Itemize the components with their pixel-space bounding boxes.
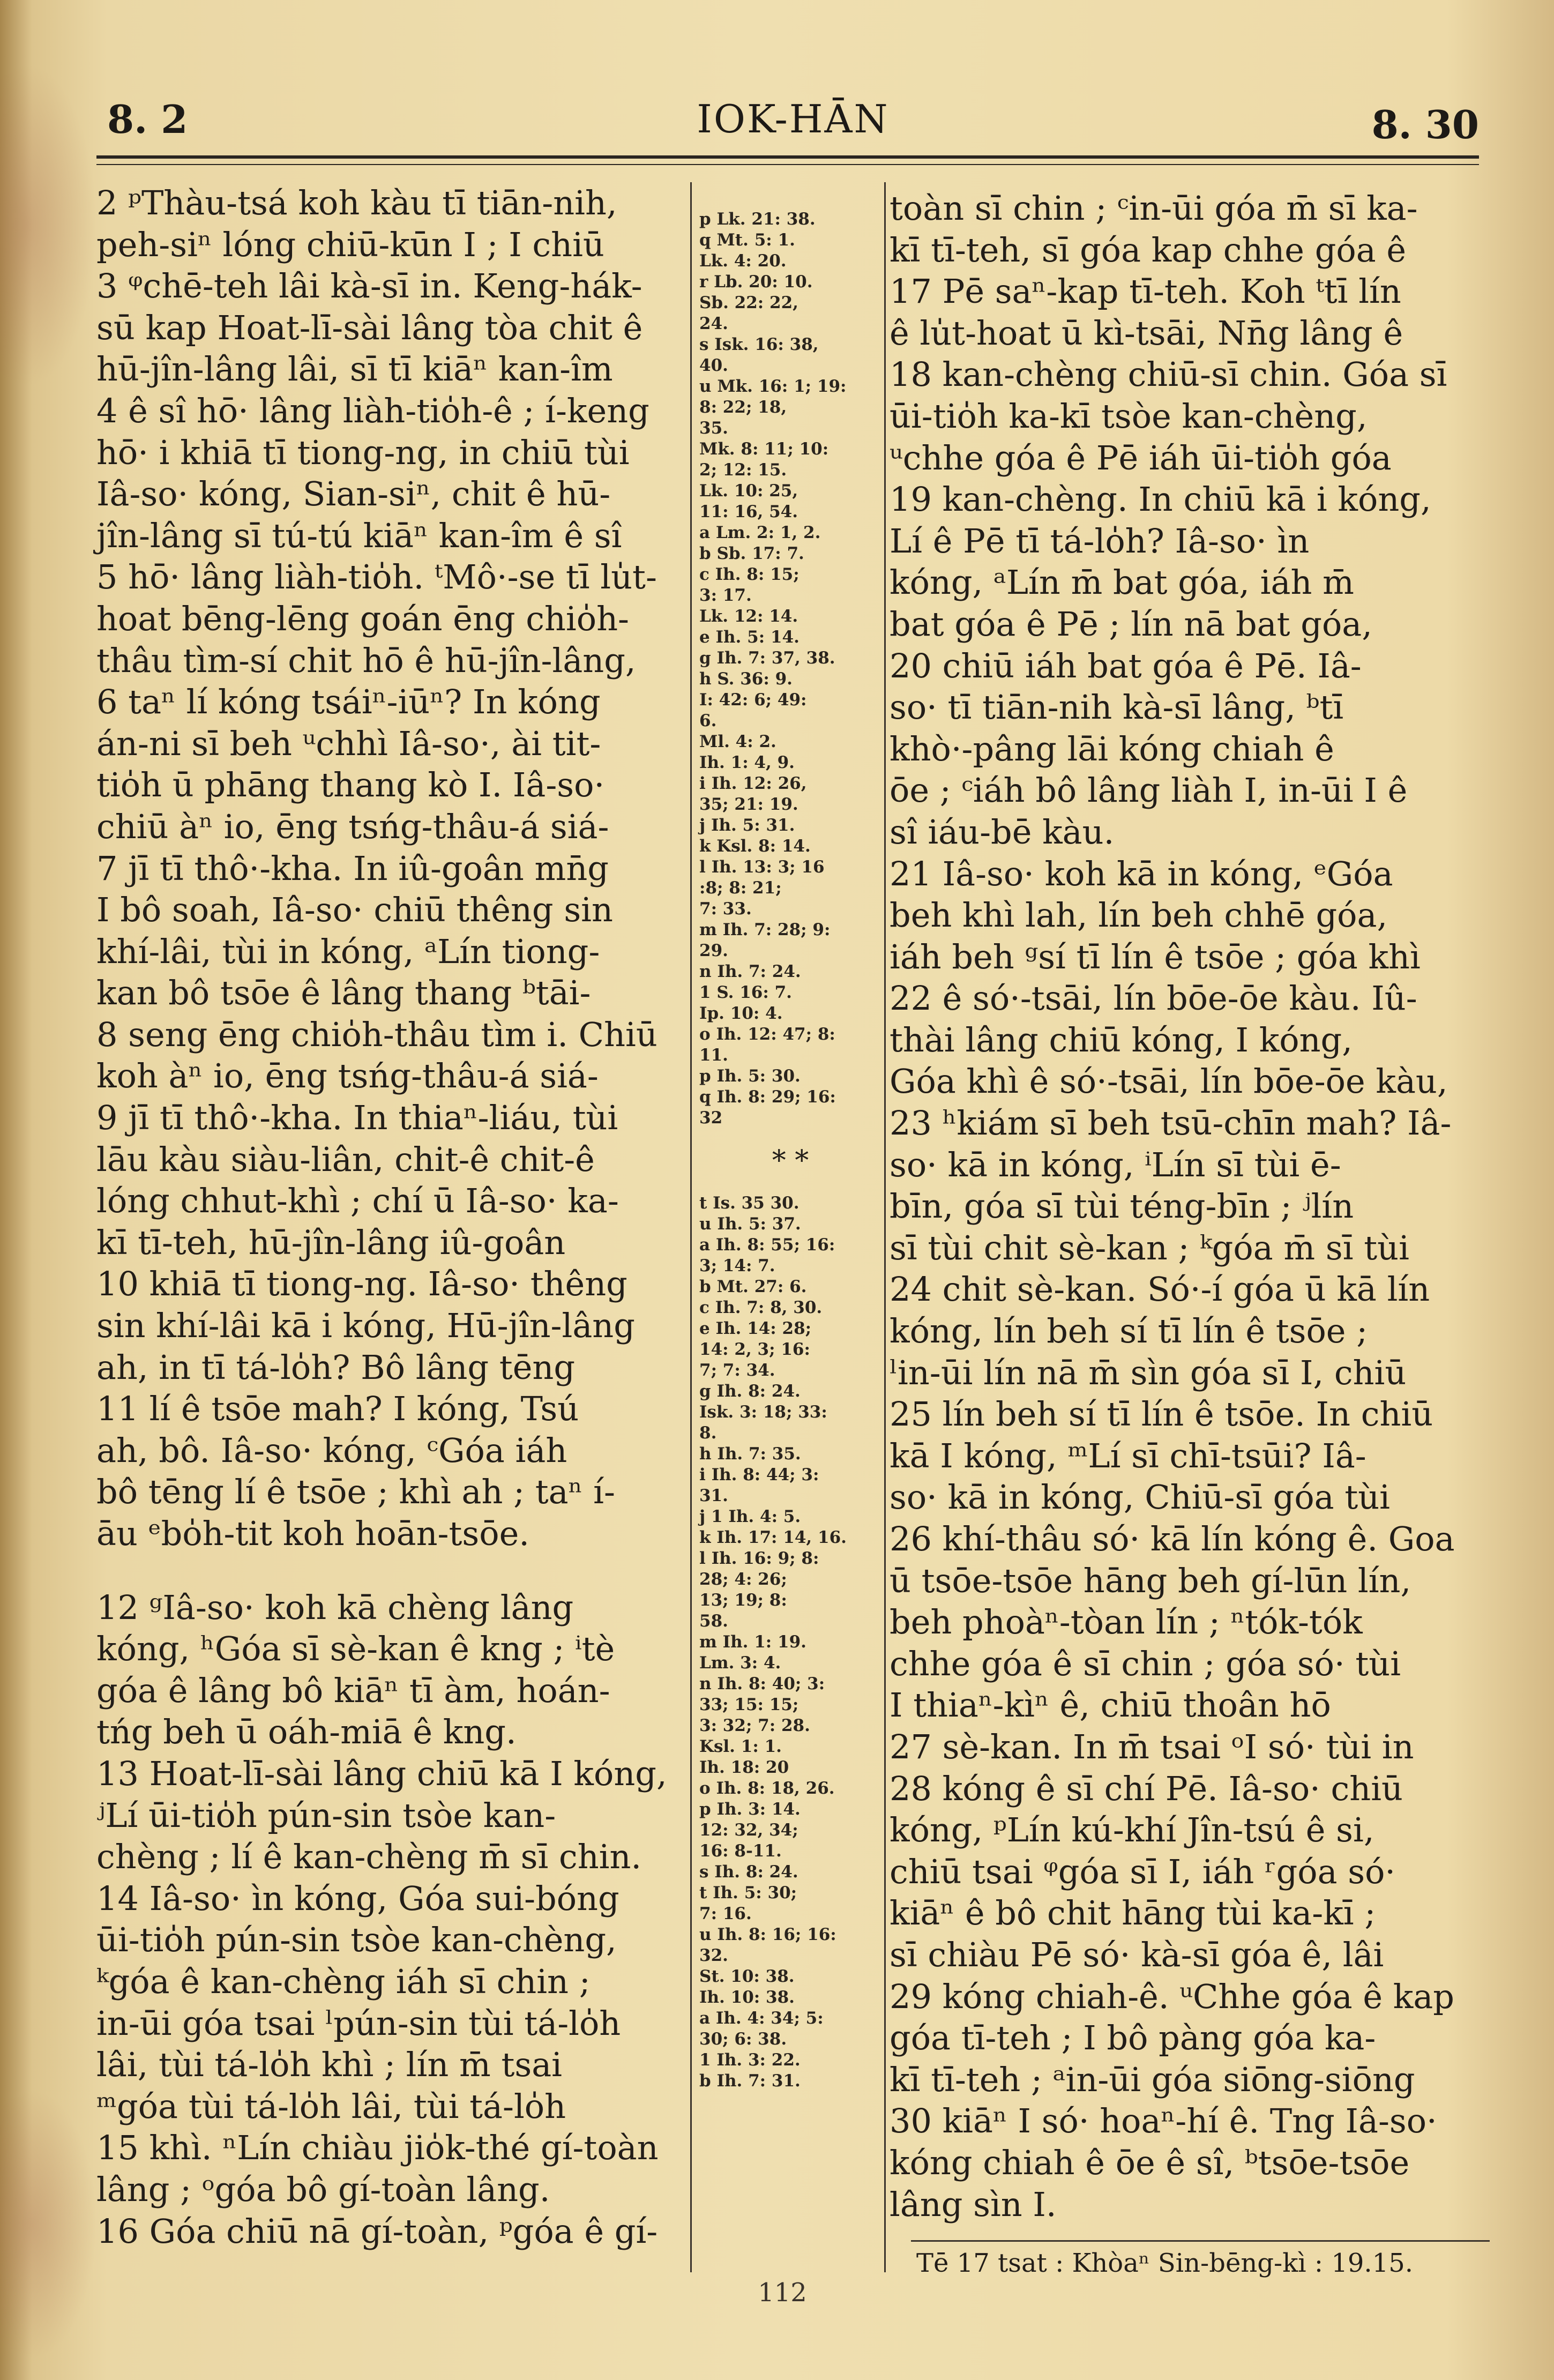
cross-reference: p Ih. 3: 14. bbox=[699, 1800, 801, 1819]
cross-reference: q Mt. 5: 1. bbox=[699, 230, 795, 250]
cross-reference: 8. bbox=[699, 1423, 717, 1443]
cross-reference: 24. bbox=[699, 314, 728, 333]
cross-reference: i Ih. 8: 44; 3: bbox=[699, 1465, 819, 1484]
cross-reference: I: 42: 6; 49: bbox=[699, 690, 807, 710]
verse-line: 13 Hoat-lī-sài lâng chiū kā I kóng, bbox=[96, 1754, 667, 1793]
cross-reference: Ip. 10: 4. bbox=[699, 1004, 783, 1023]
verse-line: bô tēng lí ê tsōe ; khì ah ; taⁿ í- bbox=[96, 1472, 615, 1512]
cross-reference: Ih. 1: 4, 9. bbox=[699, 753, 795, 772]
page-number: 112 bbox=[758, 2278, 807, 2308]
cross-reference: p Ih. 5: 30. bbox=[699, 1066, 801, 1086]
verse-line: ah, in tī tá-lo̍h? Bô lâng tēng bbox=[96, 1347, 576, 1387]
cross-reference: St. 10: 38. bbox=[699, 1967, 795, 1986]
header-left-reference: 8. 2 bbox=[107, 96, 188, 142]
verse-line: kan bô tsōe ê lâng thang ᵇtāi- bbox=[96, 973, 591, 1013]
verse-line: 19 kan-chèng. In chiū kā i kóng, bbox=[890, 480, 1431, 519]
cross-reference: 11. bbox=[699, 1046, 728, 1065]
page-header bbox=[96, 80, 1490, 166]
verse-line: 26 khí-thâu só· kā lín kóng ê. Goa bbox=[890, 1519, 1455, 1558]
cross-reference: 29. bbox=[699, 941, 728, 960]
verse-line: 16 Góa chiū nā gí-toàn, ᵖgóa ê gí- bbox=[96, 2211, 658, 2251]
verse-line: khí-lâi, tùi in kóng, ᵃLín tiong- bbox=[96, 931, 600, 971]
cross-reference: :8; 8: 21; bbox=[699, 878, 782, 898]
verse-line: āu ᵉbo̍h-tit koh hoān-tsōe. bbox=[96, 1514, 529, 1553]
verse-line: khò·-pâng lāi kóng chiah ê bbox=[890, 729, 1334, 769]
verse-line: 29 kóng chiah-ê. ᵘChhe góa ê kap bbox=[890, 1976, 1454, 2016]
verse-line: so· tī tiān-nih kà-sī lâng, ᵇtī bbox=[890, 688, 1344, 727]
verse-line: 5 hō· lâng liàh-tio̍h. ᵗMô·-se tī lu̍t- bbox=[96, 557, 657, 597]
cross-reference: m Ih. 1: 19. bbox=[699, 1632, 806, 1652]
cross-reference: b Mt. 27: 6. bbox=[699, 1277, 807, 1296]
header-right-reference: 8. 30 bbox=[1371, 102, 1479, 147]
right-text-column bbox=[890, 188, 1500, 2278]
verse-line: hū-jîn-lâng lâi, sī tī kiāⁿ kan-îm bbox=[96, 349, 613, 389]
verse-line: so· kā in kóng, Chiū-sī góa tùi bbox=[890, 1478, 1390, 1517]
cross-reference: 13; 19; 8: bbox=[699, 1591, 787, 1610]
cross-reference: 33; 15: 15; bbox=[699, 1695, 799, 1714]
verse-line: Góa khì ê só·-tsāi, lín bōe-ōe kàu, bbox=[890, 1062, 1448, 1101]
cross-reference: 7; 7: 34. bbox=[699, 1361, 775, 1380]
footnote: Tē 17 tsat : Khòaⁿ Sin-bēng-kì : 19.15. bbox=[916, 2248, 1413, 2278]
verse-line: 30 kiāⁿ I só· hoaⁿ-hí ê. Tng Iâ-so· bbox=[890, 2101, 1437, 2141]
verse-line: án-ni sī beh ᵘchhì Iâ-so·, ài tit- bbox=[96, 723, 601, 763]
verse-line: hoat bēng-lēng goán ēng chio̍h- bbox=[96, 599, 629, 638]
cross-reference: 1 S. 16: 7. bbox=[699, 983, 792, 1002]
cross-reference: 35. bbox=[699, 419, 728, 438]
verse-line: in-ūi góa tsai ˡpún-sin tùi tá-lo̍h bbox=[96, 2003, 621, 2043]
verse-line: 22 ê só·-tsāi, lín bōe-ōe kàu. Iû- bbox=[890, 979, 1417, 1018]
cross-reference: 11: 16, 54. bbox=[699, 502, 798, 521]
cross-reference: a Lm. 2: 1, 2. bbox=[699, 523, 821, 542]
verse-line: lâng sìn I. bbox=[890, 2184, 1057, 2224]
verse-line: ˡin-ūi lín nā m̄ sìn góa sī I, chiū bbox=[890, 1353, 1407, 1392]
cross-reference: 32 bbox=[699, 1108, 723, 1128]
header-rule-thin bbox=[96, 164, 1479, 165]
verse-line: thâu tìm-sí chit hō ê hū-jîn-lâng, bbox=[96, 640, 636, 680]
verse-line: lâi, tùi tá-lo̍h khì ; lín m̄ tsai bbox=[96, 2045, 562, 2085]
verse-line: peh-siⁿ lóng chiū-kūn I ; I chiū bbox=[96, 225, 604, 264]
cross-reference: 12: 32, 34; bbox=[699, 1821, 798, 1840]
cross-reference: 2; 12: 15. bbox=[699, 460, 787, 480]
verse-line: so· kā in kóng, ⁱLín sī tùi ē- bbox=[890, 1145, 1341, 1184]
verse-line: 7 jī tī thô·-kha. In iû-goân mn̄g bbox=[96, 848, 609, 888]
cross-reference: o Ih. 8: 18, 26. bbox=[699, 1779, 835, 1798]
verse-line: chiū tsai ᵠgóa sī I, iáh ʳgóa só· bbox=[890, 1852, 1396, 1891]
verse-line: Lí ê Pē tī tá-lo̍h? Iâ-so· ìn bbox=[890, 521, 1310, 561]
cross-reference: 32. bbox=[699, 1946, 728, 1965]
header-rule bbox=[96, 155, 1479, 159]
cross-reference: n Ih. 8: 40; 3: bbox=[699, 1674, 825, 1693]
verse-line: 25 lín beh sí tī lín ê tsōe. In chiū bbox=[890, 1394, 1433, 1434]
cross-reference: b Sb. 17: 7. bbox=[699, 544, 804, 563]
verse-line: 21 Iâ-so· koh kā in kóng, ᵉGóa bbox=[890, 854, 1393, 893]
verse-line: kóng chiah ê ōe ê sî, ᵇtsōe-tsōe bbox=[890, 2143, 1410, 2182]
header-book-title: IOK-HĀN bbox=[697, 96, 890, 141]
verse-line: 12 ᵍIâ-so· koh kā chèng lâng bbox=[96, 1587, 574, 1627]
cross-reference: 28; 4: 26; bbox=[699, 1570, 787, 1589]
verse-line: 14 Iâ-so· ìn kóng, Góa sui-bóng bbox=[96, 1878, 619, 1918]
cross-reference: k Ksl. 8: 14. bbox=[699, 837, 811, 856]
verse-line: góa tī-teh ; I bô pàng góa ka- bbox=[890, 2018, 1376, 2058]
verse-line: chiū àⁿ io, ēng tsńg-thâu-á siá- bbox=[96, 807, 609, 846]
cross-reference: i Ih. 12: 26, bbox=[699, 774, 807, 793]
verse-line: 24 chit sè-kan. Só·-í góa ū kā lín bbox=[890, 1270, 1430, 1309]
verse-line: 17 Pē saⁿ-kap tī-teh. Koh ᵗtī lín bbox=[890, 272, 1401, 311]
column-divider-left bbox=[690, 182, 692, 2272]
verse-line: 27 sè-kan. In m̄ tsai ᵒI só· tùi in bbox=[890, 1727, 1414, 1766]
cross-reference: c Ih. 8: 15; bbox=[699, 565, 800, 584]
cross-reference: Lk. 12: 14. bbox=[699, 607, 798, 626]
verse-line: chhe góa ê sī chin ; góa só· tùi bbox=[890, 1644, 1401, 1683]
paragraph-gap bbox=[96, 1555, 686, 1587]
verse-line: jîn-lâng sī tú-tú kiāⁿ kan-îm ê sî bbox=[96, 516, 622, 555]
cross-reference: g Ih. 7: 37, 38. bbox=[699, 648, 835, 668]
cross-reference: Ksl. 1: 1. bbox=[699, 1737, 782, 1756]
cross-reference: t Ih. 5: 30; bbox=[699, 1883, 797, 1902]
cross-reference: h S. 36: 9. bbox=[699, 669, 793, 689]
verse-line: bīn, góa sī tùi téng-bīn ; ʲlín bbox=[890, 1187, 1354, 1226]
verse-line: 8 seng ēng chio̍h-thâu tìm i. Chiū bbox=[96, 1014, 658, 1054]
cross-reference: k Ih. 17: 14, 16. bbox=[699, 1528, 847, 1547]
verse-line: kóng, lín beh sí tī lín ê tsōe ; bbox=[890, 1311, 1368, 1351]
verse-line: sî iáu-bē kàu. bbox=[890, 812, 1115, 852]
verse-line: 6 taⁿ lí kóng tsáiⁿ-iūⁿ? In kóng bbox=[96, 682, 601, 722]
cross-reference: 7: 33. bbox=[699, 899, 752, 919]
column-divider-right bbox=[884, 182, 886, 2272]
verse-line: ê lu̍t-hoat ū kì-tsāi, Nn̄g lâng ê bbox=[890, 313, 1403, 353]
verse-line: kā I kóng, ᵐLí sī chī-tsūi? Iâ- bbox=[890, 1436, 1366, 1475]
verse-line: ah, bô. Iâ-so· kóng, ᶜGóa iáh bbox=[96, 1430, 567, 1470]
verse-line: I thiaⁿ-kìⁿ ê, chiū thoân hō bbox=[890, 1685, 1331, 1725]
verse-line: kiāⁿ ê bô chit hāng tùi ka-kī ; bbox=[890, 1893, 1376, 1933]
verse-line: beh phoàⁿ-tòan lín ; ⁿtók-tók bbox=[890, 1602, 1363, 1642]
cross-reference: 30; 6: 38. bbox=[699, 2030, 787, 2049]
cross-reference: p Lk. 21: 38. bbox=[699, 210, 816, 229]
cross-reference: o Ih. 12: 47; 8: bbox=[699, 1025, 835, 1044]
verse-line: ᵐgóa tùi tá-lo̍h lâi, tùi tá-lo̍h bbox=[96, 2086, 566, 2126]
page-stain bbox=[0, 2090, 96, 2358]
verse-line: ū tsōe-tsōe hāng beh gí-lūn lín, bbox=[890, 1561, 1411, 1600]
cross-reference: 3; 14: 7. bbox=[699, 1256, 775, 1275]
cross-reference: s Ih. 8: 24. bbox=[699, 1862, 798, 1882]
cross-reference: 6. bbox=[699, 711, 717, 730]
verse-line: tńg beh ū oáh-miā ê kng. bbox=[96, 1712, 517, 1752]
cross-reference: a Ih. 8: 55; 16: bbox=[699, 1235, 835, 1255]
verse-line: sin khí-lâi kā i kóng, Hū-jîn-lâng bbox=[96, 1306, 635, 1346]
cross-reference: 8: 22; 18, bbox=[699, 398, 787, 417]
verse-line: lóng chhut-khì ; chí ū Iâ-so· ka- bbox=[96, 1181, 619, 1221]
cross-reference: 1 Ih. 3: 22. bbox=[699, 2050, 801, 2070]
cross-reference: c Ih. 7: 8, 30. bbox=[699, 1298, 823, 1317]
cross-reference: Isk. 3: 18; 33: bbox=[699, 1402, 827, 1422]
verse-line: I bô soah, Iâ-so· chiū thêng sin bbox=[96, 890, 613, 930]
verse-line: kóng, ʰGóa sī sè-kan ê kng ; ⁱtè bbox=[96, 1629, 615, 1669]
cross-reference: 58. bbox=[699, 1611, 728, 1631]
cross-reference: Mk. 8: 11; 10: bbox=[699, 439, 829, 459]
verse-line: ōe ; ᶜiáh bô lâng liàh I, in-ūi I ê bbox=[890, 771, 1408, 810]
left-text-column bbox=[96, 182, 686, 2272]
cross-reference: Ih. 18: 20 bbox=[699, 1758, 789, 1777]
verse-line: sī chiàu Pē só· kà-sī góa ê, lâi bbox=[890, 1935, 1384, 1974]
verse-line: 20 chiū iáh bat góa ê Pē. Iâ- bbox=[890, 646, 1362, 685]
cross-reference: 3: 17. bbox=[699, 586, 752, 605]
verse-line: 10 khiā tī tiong-ng. Iâ-so· thêng bbox=[96, 1264, 627, 1304]
page-stain bbox=[0, 64, 96, 386]
verse-line: kī tī-teh, hū-jîn-lâng iû-goân bbox=[96, 1222, 566, 1262]
cross-reference: j Ih. 5: 31. bbox=[699, 816, 795, 835]
footnote-rule bbox=[911, 2240, 1490, 2242]
verse-line: 4 ê sî hō· lâng liàh-tio̍h-ê ; í-keng bbox=[96, 391, 649, 430]
cross-reference: l Ih. 13: 3; 16 bbox=[699, 857, 825, 877]
verse-line: Iâ-so· kóng, Sian-siⁿ, chit ê hū- bbox=[96, 474, 611, 514]
cross-reference: Lk. 10: 25, bbox=[699, 481, 798, 501]
cross-reference: 40. bbox=[699, 356, 728, 375]
verse-line: 2 ᵖThàu-tsá koh kàu tī tiān-nih, bbox=[96, 183, 617, 222]
verse-line: góa ê lâng bô kiāⁿ tī àm, hoán- bbox=[96, 1670, 610, 1710]
verse-line: kī tī-teh ; ᵃin-ūi góa siōng-siōng bbox=[890, 2060, 1415, 2099]
cross-reference-column bbox=[699, 209, 881, 2272]
verse-line: lāu kàu siàu-liân, chit-ê chit-ê bbox=[96, 1139, 595, 1179]
verse-line: 28 kóng ê sī chí Pē. Iâ-so· chiū bbox=[890, 1769, 1403, 1808]
cross-reference: n Ih. 7: 24. bbox=[699, 962, 801, 981]
section-separator: * * bbox=[772, 1145, 809, 1177]
verse-line: thài lâng chiū kóng, I kóng, bbox=[890, 1020, 1353, 1060]
cross-reference: r Lb. 20: 10. bbox=[699, 272, 813, 292]
cross-reference: 7: 16. bbox=[699, 1904, 752, 1923]
verse-line: 9 jī tī thô·-kha. In thiaⁿ-liáu, tùi bbox=[96, 1098, 618, 1138]
cross-reference: 3: 32; 7: 28. bbox=[699, 1716, 810, 1735]
verse-line: hō· i khiā tī tiong-ng, in chiū tùi bbox=[96, 432, 630, 472]
cross-reference: e Ih. 14: 28; bbox=[699, 1319, 812, 1338]
cross-reference: 14: 2, 3; 16: bbox=[699, 1340, 810, 1359]
verse-line: ʲLí ūi-tio̍h pún-sin tsòe kan- bbox=[96, 1795, 556, 1835]
cross-reference: s Isk. 16: 38, bbox=[699, 335, 819, 354]
verse-line: 11 lí ê tsōe mah? I kóng, Tsú bbox=[96, 1389, 579, 1429]
cross-reference: b Ih. 7: 31. bbox=[699, 2071, 801, 2091]
verse-line: ᵏgóa ê kan-chèng iáh sī chin ; bbox=[96, 1961, 591, 2001]
cross-reference: u Ih. 8: 16; 16: bbox=[699, 1925, 836, 1944]
cross-reference: Lk. 4: 20. bbox=[699, 251, 787, 271]
cross-reference: Sb. 22: 22, bbox=[699, 293, 798, 312]
cross-reference: Ih. 10: 38. bbox=[699, 1988, 795, 2007]
verse-line: kóng, ᵖLín kú-khí Jîn-tsú ê si, bbox=[890, 1810, 1374, 1850]
verse-line: 3 ᵠchē-teh lâi kà-sī in. Keng-hák- bbox=[96, 266, 642, 306]
cross-reference: 16: 8-11. bbox=[699, 1841, 782, 1861]
cross-reference: e Ih. 5: 14. bbox=[699, 628, 800, 647]
cross-reference: Ml. 4: 2. bbox=[699, 732, 776, 751]
cross-reference: q Ih. 8: 29; 16: bbox=[699, 1087, 836, 1107]
verse-line: kóng, ᵃLín m̄ bat góa, iáh m̄ bbox=[890, 563, 1354, 602]
cross-reference: j 1 Ih. 4: 5. bbox=[699, 1507, 801, 1526]
verse-line: toàn sī chin ; ᶜin-ūi góa m̄ sī ka- bbox=[890, 189, 1418, 228]
verse-line: iáh beh ᵍsí tī lín ê tsōe ; góa khì bbox=[890, 937, 1421, 976]
cross-reference: g Ih. 8: 24. bbox=[699, 1382, 801, 1401]
verse-line: 23 ʰkiám sī beh tsū-chīn mah? Iâ- bbox=[890, 1103, 1452, 1143]
cross-reference: t Is. 35 30. bbox=[699, 1193, 800, 1213]
cross-reference: 31. bbox=[699, 1486, 728, 1505]
cross-reference: 35; 21: 19. bbox=[699, 795, 798, 814]
cross-reference: u Mk. 16: 1; 19: bbox=[699, 377, 847, 396]
verse-line: 15 khì. ⁿLín chiàu jio̍k-thé gí-toàn bbox=[96, 2128, 659, 2168]
verse-line: chèng ; lí ê kan-chèng m̄ sī chin. bbox=[96, 1837, 642, 1877]
verse-line: tio̍h ū phāng thang kò I. Iâ-so· bbox=[96, 765, 605, 805]
verse-line: ūi-tio̍h pún-sin tsòe kan-chèng, bbox=[96, 1920, 617, 1960]
verse-line: 18 kan-chèng chiū-sī chin. Góa sī bbox=[890, 355, 1447, 394]
verse-line: ᵘchhe góa ê Pē iáh ūi-tio̍h góa bbox=[890, 438, 1392, 478]
cross-reference: a Ih. 4: 34; 5: bbox=[699, 2009, 824, 2028]
verse-line: ūi-tio̍h ka-kī tsòe kan-chèng, bbox=[890, 396, 1368, 436]
verse-line: sī tùi chit sè-kan ; ᵏgóa m̄ sī tùi bbox=[890, 1228, 1409, 1267]
verse-line: bat góa ê Pē ; lín nā bat góa, bbox=[890, 604, 1372, 644]
verse-line: kī tī-teh, sī góa kap chhe góa ê bbox=[890, 230, 1407, 270]
cross-reference: h Ih. 7: 35. bbox=[699, 1444, 801, 1464]
verse-line: sū kap Hoat-lī-sài lâng tòa chit ê bbox=[96, 308, 643, 347]
verse-line: lâng ; ᵒgóa bô gí-toàn lâng. bbox=[96, 2169, 550, 2209]
verse-line: beh khì lah, lín beh chhē góa, bbox=[890, 896, 1388, 935]
cross-reference: Lm. 3: 4. bbox=[699, 1653, 781, 1673]
verse-line: koh àⁿ io, ēng tsńg-thâu-á siá- bbox=[96, 1056, 599, 1096]
cross-reference: m Ih. 7: 28; 9: bbox=[699, 920, 831, 939]
cross-reference: u Ih. 5: 37. bbox=[699, 1214, 801, 1234]
cross-reference: l Ih. 16: 9; 8: bbox=[699, 1549, 819, 1568]
